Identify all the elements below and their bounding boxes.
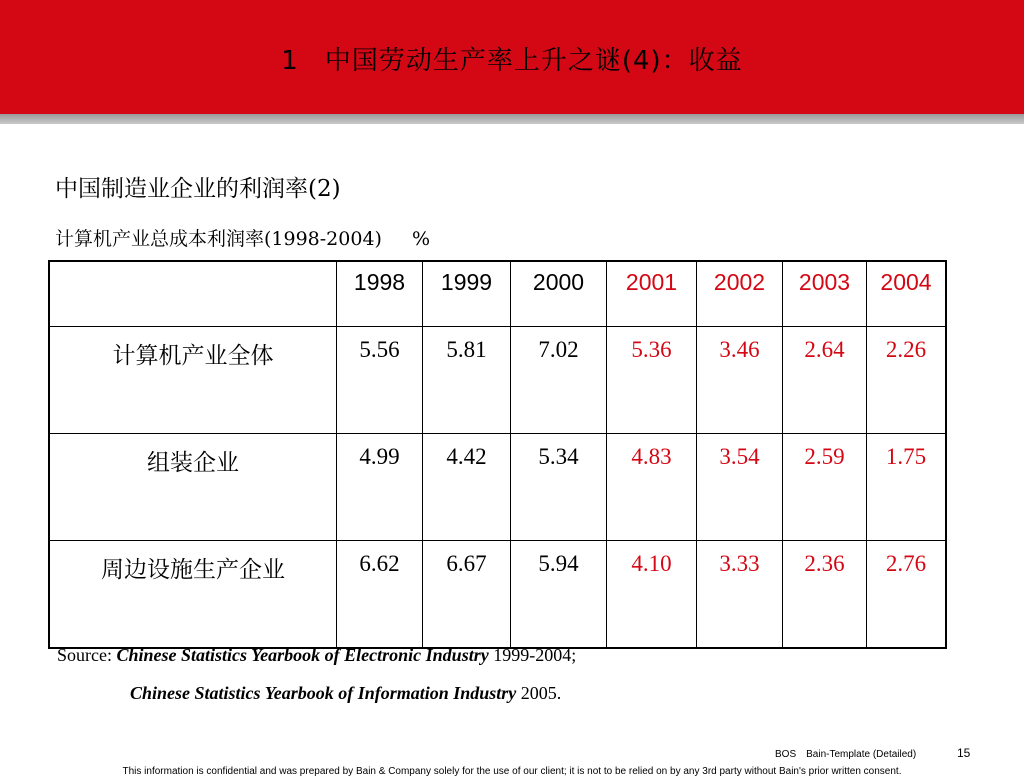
- table-cell: 5.81: [423, 327, 511, 434]
- table-header-cell: 2002: [697, 261, 783, 327]
- table-cell: 3.33: [697, 541, 783, 649]
- table-cell: 2.59: [783, 434, 867, 541]
- table-cell: 2.36: [783, 541, 867, 649]
- table-row: [49, 434, 946, 541]
- source-line-2: [130, 683, 561, 704]
- table-cell: 3.46: [697, 327, 783, 434]
- page-number: 15: [957, 746, 971, 760]
- table-row: [49, 541, 946, 649]
- table-header-cell: 2004: [867, 261, 947, 327]
- table-cell: 3.54: [697, 434, 783, 541]
- header-rule: [0, 114, 1024, 124]
- table-cell: 4.99: [337, 434, 423, 541]
- table-cell: 4.10: [607, 541, 697, 649]
- table-cell: 5.34: [511, 434, 607, 541]
- footer-bos: BOS: [775, 749, 797, 760]
- table-caption-text: 计算机产业总成本利润率(1998-2004): [55, 228, 382, 250]
- table-header-cell: [49, 261, 337, 327]
- footer-template: Bain-Template (Detailed): [806, 749, 917, 760]
- header-bar: [0, 0, 1024, 114]
- table-cell: 1.75: [867, 434, 947, 541]
- row-label: 组装企业: [49, 434, 337, 541]
- confidentiality-disclaimer: This information is confidential and was prepared by Bain & Company solely for the use of our client; it is not to be relied on by any 3rd party without Bain's prior written consent.: [122, 766, 902, 777]
- table-cell: 2.26: [867, 327, 947, 434]
- row-label: 周边设施生产企业: [49, 541, 337, 649]
- table-header-cell: 2001: [607, 261, 697, 327]
- source-suffix-1: 1999-2004;: [493, 645, 577, 665]
- row-label: 计算机产业全体: [49, 327, 337, 434]
- table-header-cell: 1998: [337, 261, 423, 327]
- slide-title: [0, 40, 1024, 77]
- section-subtitle: 中国制造业企业的利润率(2): [55, 176, 341, 202]
- table-cell: 5.94: [511, 541, 607, 649]
- slide-number: 1: [281, 46, 299, 76]
- footer-brand: [775, 749, 916, 760]
- table-cell: 4.83: [607, 434, 697, 541]
- table-cell: 7.02: [511, 327, 607, 434]
- table-cell: 2.64: [783, 327, 867, 434]
- table-row: [49, 327, 946, 434]
- table-cell: 5.36: [607, 327, 697, 434]
- table-unit: %: [411, 228, 431, 250]
- source-prefix: Source:: [57, 645, 112, 665]
- table-cell: 5.56: [337, 327, 423, 434]
- source-title-1: Chinese Statistics Yearbook of Electronic Industry: [116, 645, 489, 665]
- table-header-cell: 1999: [423, 261, 511, 327]
- table-cell: 2.76: [867, 541, 947, 649]
- table-cell: 6.67: [423, 541, 511, 649]
- table-caption: [55, 224, 430, 251]
- source-suffix-2: 2005.: [520, 683, 562, 703]
- profit-rate-table: [48, 260, 947, 649]
- table-header-row: [49, 261, 946, 327]
- source-line-1: [57, 645, 576, 666]
- table-cell: 6.62: [337, 541, 423, 649]
- source-title-2: Chinese Statistics Yearbook of Information Industry: [130, 683, 517, 703]
- table-header-cell: 2000: [511, 261, 607, 327]
- slide-title-text: 中国劳动生产率上升之谜(4)：收益: [324, 46, 743, 76]
- table-header-cell: 2003: [783, 261, 867, 327]
- table-cell: 4.42: [423, 434, 511, 541]
